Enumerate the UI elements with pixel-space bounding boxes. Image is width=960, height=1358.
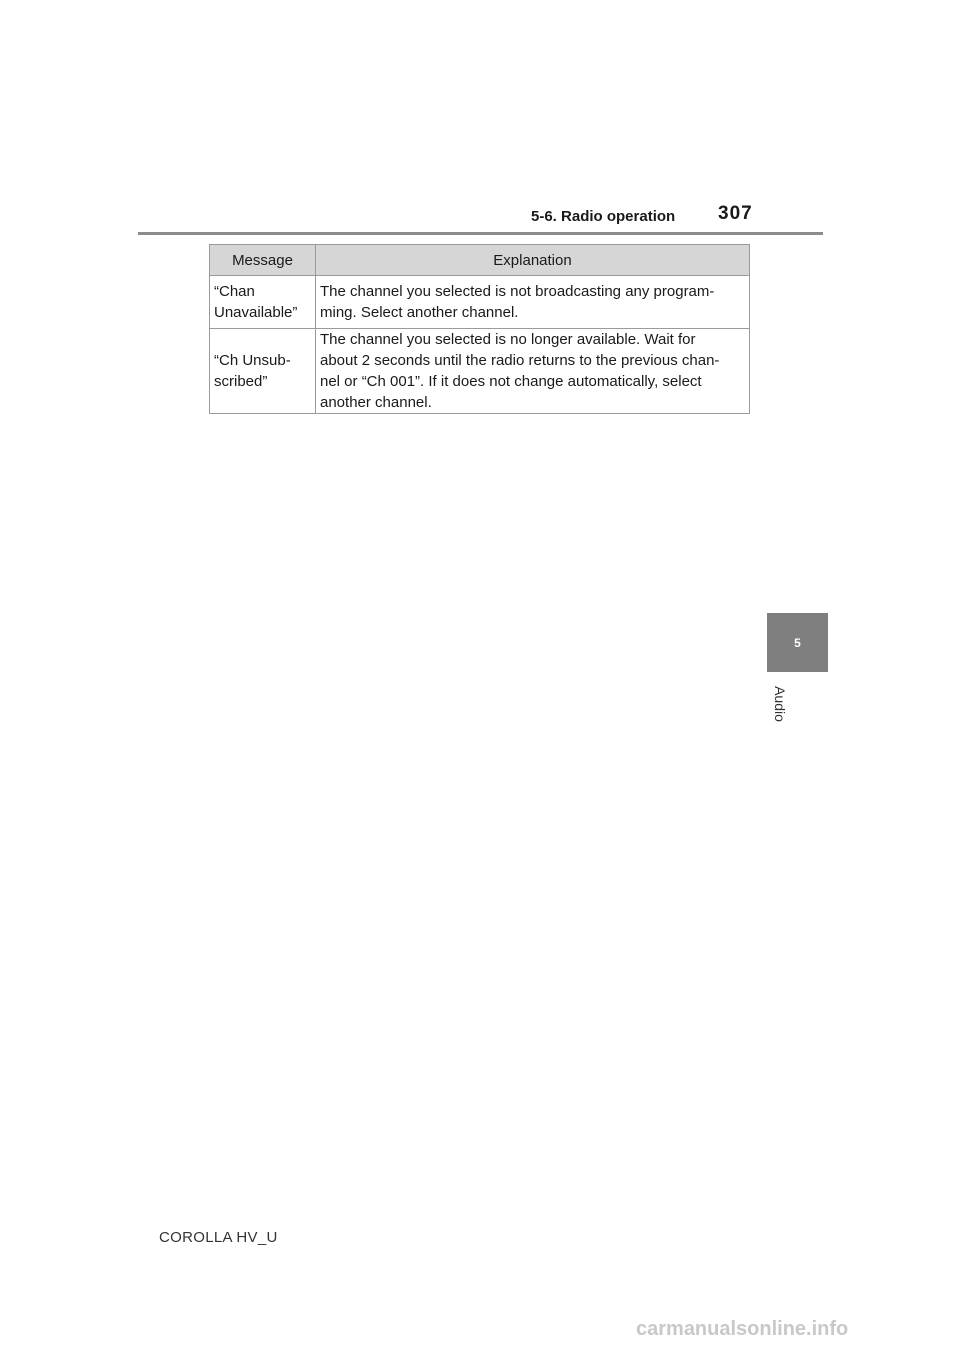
message-line: “Ch Unsub- <box>214 352 291 369</box>
explanation-line: about 2 seconds until the radio returns to the previous chan- <box>320 352 720 369</box>
explanation-cell <box>316 276 750 329</box>
footer-model-code: COROLLA HV_U <box>159 1229 278 1246</box>
message-cell <box>210 329 316 414</box>
column-header-explanation: Explanation <box>316 245 750 276</box>
message-line: scribed” <box>214 373 268 390</box>
column-header-message: Message <box>210 245 316 276</box>
watermark: carmanualsonline.info <box>636 1318 849 1340</box>
explanation-line: The channel you selected is not broadcasting any program- <box>320 283 715 300</box>
section-title: 5-6. Radio operation <box>531 208 676 225</box>
explanation-cell <box>316 329 750 414</box>
table-header-row <box>210 245 750 276</box>
chapter-number: 5 <box>794 635 801 650</box>
explanation-line: nel or “Ch 001”. If it does not change automatically, select <box>320 373 702 390</box>
message-line: “Chan <box>214 283 255 300</box>
table-row <box>210 329 750 414</box>
message-cell <box>210 276 316 329</box>
chapter-label: Audio <box>772 686 788 722</box>
message-line: Unavailable” <box>214 304 298 321</box>
message-table <box>209 244 750 414</box>
table-row <box>210 276 750 329</box>
page-number: 307 <box>718 203 753 224</box>
explanation-line: another channel. <box>320 394 432 411</box>
explanation-line: The channel you selected is no longer available. Wait for <box>320 331 696 348</box>
header-divider <box>138 232 823 235</box>
explanation-line: ming. Select another channel. <box>320 304 519 321</box>
